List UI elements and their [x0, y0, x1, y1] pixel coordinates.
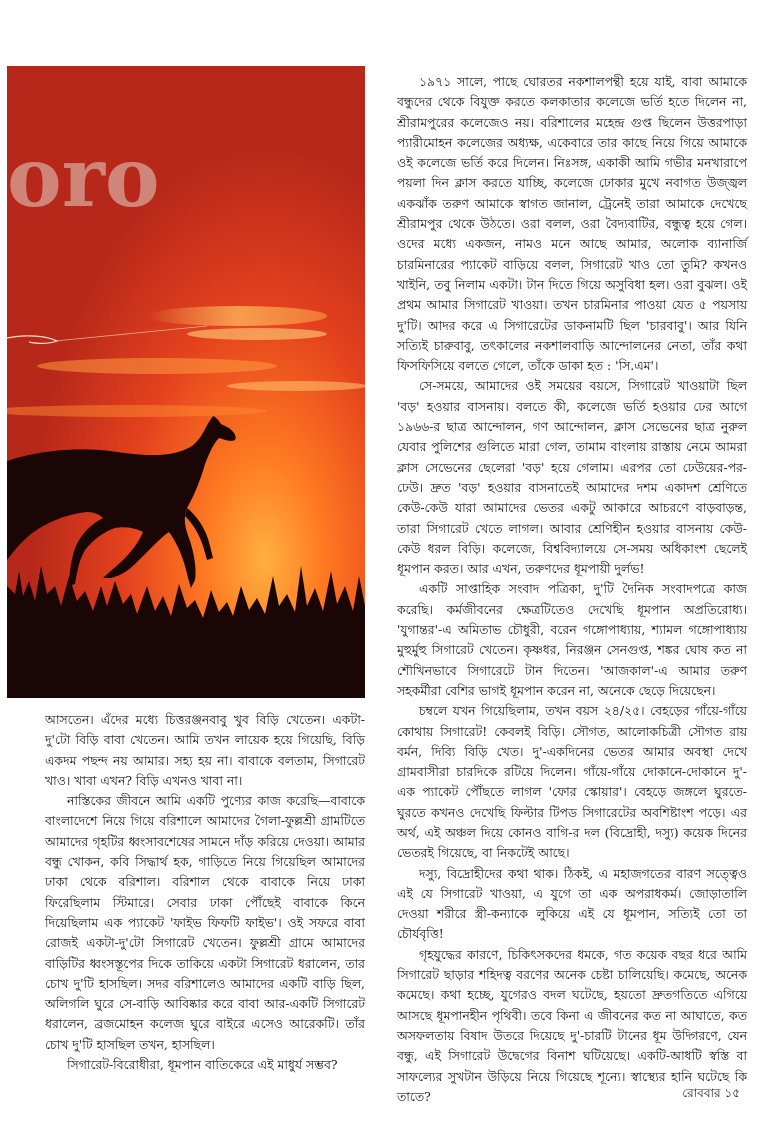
- paragraph: সে-সময়ে, আমাদের ওই সময়ের বয়সে, সিগারেট খাওয়াটা ছিল 'বড়' হওয়ার বাসনায়। বলতে কী, কলেজে ভর্তি হওয়ার ঢের আগে ১৯৬৬-র ছাত্র আন্দোলন, গণ আন্দোলন, ক্লাস সেভেনের ছাত্র নুরুল যেবার পুলিশের গুলিতে মারা গেল, তামাম বাংলায় রাস্তায় নেমে আমরা ক্লাস সেভেনের ছেলেরা 'বড়' হয়ে গেলাম। এরপর তো ঢেউয়ের-পর-ঢেউ। দ্রুত 'বড়' হওয়ার বাসনাতেই আমাদের দশম একাদশ শ্রেণিতে কেউ-কেউ যারা আমাদের ভেতর একটু আকারে আচরণে বাড়বাড়ন্ত, তারা সিগারেট খেতে লাগল। আবার শ্রেণিহীন হওয়ার বাসনায় কেউ-কেউ ধরল বিড়ি। কলেজে, বিশ্ববিদ্যালয়ে সে-সময় অধিকাংশ ছেলেই ধূমপান করত। আর এখন, তরুণদের ধূমপায়ী দুর্লভ!: [397, 378, 747, 577]
- article-column-right: [397, 72, 747, 1107]
- paragraph: গৃহযুদ্ধের কারণে, চিকিৎসকদের ধমকে, গত কয়েক বছর ধরে আমি সিগারেট ছাড়ার শহিদত্ব বরণের অনেক চেষ্টা চালিয়েছি। কমেছে, অনেক কমেছে। কথা হচ্ছে, যুগেরও বদল ঘটেছে, হয়তো দ্রুতগতিতে এগিয়ে আসছে ধূমপানহীন পৃথিবী। তবে কিনা এ জীবনের কত না আঘাতে, কত অসফলতায় বিষাদ উতরে দিয়েছে দু'-চারটি টানের ধূম উদ্গিরণে, যেন বন্ধু, এই সিগারেট উদ্বেগের বিনাশ ঘটিয়েছে। একটি-আধটি স্বস্তি বা সাফল্যের সুখটান উড়িয়ে নিয়ে গিয়েছে শূন্যে। স্বাস্থ্যের হানি ঘটেছে কি তাতে?: [397, 946, 747, 1104]
- paragraph: সিগারেট-বিরোধীরা, ধূমপান বাতিকেরে এই মাধুর্য সম্ভব?: [67, 1057, 338, 1073]
- paragraph: চম্বলে যখন গিয়েছিলাম, তখন বয়স ২৪/২৫। বেহড়ের গাঁয়ে-গাঁয়ে কোথায় সিগারেট! কেবলই বিড়ি। সৌগত, আলোকচিত্রী সৌগত রায় বর্মন, দিব্যি বিড়ি খেত। দু'-একদিনের ভেতর আমার অবস্থা দেখে গ্রামবাসীরা চারদিকে রটিয়ে দিলেন। গাঁয়ে-গাঁয়ে দোকানে-দোকানে দু'-এক প্যাকেট পৌঁছতে লাগল 'ফোর স্কোয়ার'। বেহড়ে জঙ্গলে ঘুরতে-ঘুরতে কখনও দেখেছি ফিল্টার টিপড সিগারেটের অবশিষ্টাংশ পড়ে। এর অর্থ, এই অঞ্চল দিয়ে কোনও বাগি-র দল (বিদ্রোহী, দস্যু) কয়েক দিনের ভেতরই গিয়েছে, বা নিকটেই আছে।: [397, 703, 747, 861]
- overlay-word: oro: [7, 130, 160, 226]
- paragraph: একটি সাপ্তাহিক সংবাদ পত্রিকা, দু'টি দৈনিক সংবাদপত্রে কাজ করেছি। কর্মজীবনের ক্ষেত্রটিতেও দেখেছি ধূমপান অপ্রতিরোধ্য। 'যুগান্তর'-এ অমিতাভ চৌধুরী, বরেন গঙ্গোপাধ্যায়, শ্যামল গঙ্গোপাধ্যায় মুহুর্মুহু সিগারেট খেতেন। কৃষ্ণধর, নিরঞ্জন সেনগুপ্ত, শঙ্কর ঘোষ কত না শৌখিনভাবে সিগারেটে টান দিতেন। 'আজকাল'-এ আমার তরুণ সহকর্মীরা বেশির ভাগই ধূমপান করেন না, অনেকে ছেড়ে দিয়েছেন।: [397, 581, 747, 698]
- paragraph: দস্যু, বিদ্রোহীদের কথা থাক। ঠিকই, এ মহাজগতের বারণ সত্ত্বেও এই যে সিগারেট খাওয়া, এ যুগে তা এক অপরাধকর্ম। জোড়াতালি দেওয়া শরীরে স্ত্রী-কন্যাকে লুকিয়ে এই যে ধূমপান, সত্যিই তো তা চৌর্যবৃত্তি!: [397, 865, 747, 942]
- paragraph: নাস্তিকের জীবনে আমি একটি পুণ্যের কাজ করেছি—বাবাকে বাংলাদেশে নিয়ে গিয়ে বরিশালে আমাদের গৈলা-ফুল্লশ্রী গ্রামটিতে আমাদের গৃহটির ধ্বংসাবশেষের সামনে দাঁড় করিয়ে দেওয়া। আমার বন্ধু খোকন, কবি সিদ্ধার্থ হক, গাড়িতে নিয়ে গিয়েছিল আমাদের ঢাকা থেকে বরিশাল। বরিশাল থেকে বাবাকে নিয়ে ঢাকা ফিরেছিলাম স্টিমারে। সেবার ঢাকা পৌঁছেই বাবাকে কিনে দিয়েছিলাম এক প্যাকেট 'ফাইভ ফিফটি ফাইভ'। ওই সফরে বাবা রোজই একটা-দু'টো সিগারেট খেতেন। ফুল্লশ্রী গ্রামে আমাদের বাড়িটির ধ্বংসস্তূপের দিকে তাকিয়ে একটা সিগারেট ধরালেন, তার চোখ দু'টি হাসছিল। সদর বরিশালেও আমাদের একটি বাড়ি ছিল, অলিগলি ঘুরে সে-বাড়ি আবিষ্কার করে বাবা আর-একটি সিগারেট ধরালেন, ব্রজমোহন কলেজ ঘুরে বাইরে এসেও আরেকটি। তাঁর চোখ দু'টি হাসছিল তখন, হাসছিল।: [45, 793, 365, 1052]
- article-column-left: [45, 710, 365, 1075]
- horse-sunset-photo: [7, 66, 365, 698]
- horse-silhouette-image: [7, 66, 365, 698]
- page-footer: রোববার ১৫: [682, 1086, 740, 1100]
- paragraph: ১৯৭১ সালে, পাছে ঘোরতর নকশালপন্থী হয়ে যাই, বাবা আমাকে বন্ধুদের থেকে বিযুক্ত করতে কলকাতার কলেজে ভর্তি হতে দিলেন না, শ্রীরামপুরের কলেজেও নয়। বরিশালের মহেন্দ্র গুপ্ত ছিলেন উত্তরপাড়া প্যারীমোহন কলেজের অধ্যক্ষ, একেবারে তার কাছে নিয়ে গিয়ে আমাকে ওই কলেজে ভর্তি করে দিলেন। নিঃসঙ্গ, একাকী আমি গভীর মনখারাপে পয়লা দিন ক্লাস করতে যাচ্ছি, কলেজে ঢোকার মুখে নবাগত উজ্জ্বল একঝাঁক তরুণ আমাকে স্বাগত জানাল, ট্রেনেই তারা আমাকে দেখেছে শ্রীরামপুর থেকে উঠতে। ওরা বলল, ওরা বৈদ্যবাটির, বন্ধুত্ব হয়ে গেল। ওদের মধ্যে একজন, নামও মনে আছে আমার, অলোক ব্যানার্জি চারমিনারের প্যাকেট বাড়িয়ে বলল, সিগারেট খাও তো তুমি? কখনও খাইনি, তবু নিলাম একটা। টান দিতে গিয়ে অসুবিধা হল। ওরা বুঝল। ওই প্রথম আমার সিগারেট খাওয়া। তখন চারমিনার পাওয়া যেত ৫ পয়সায় দু'টি। আদর করে এ সিগারেটের ডাকনামটি ছিল 'চারবাবু'। আর যিনি সত্যিই চারুবাবু, তৎকালের নকশালবাড়ি আন্দোলনের নেতা, তাঁর কথা ফিসফিসিয়ে বলতে গেলে, তাঁকে ডাকা হত : 'সি.এম'।: [397, 74, 747, 374]
- paragraph: আসতেন। এঁদের মধ্যে চিত্তরঞ্জনবাবু খুব বিড়ি খেতেন। একটা-দু'টো বিড়ি বাবা খেতেন। আমি তখন লায়েক হয়ে গিয়েছি, বিড়ি একদম পছন্দ নয় আমার। সহ্য হয় না। বাবাকে বলতাম, সিগারেট খাও। খাবা এখন? বিড়ি এখনও খাবা না।: [45, 712, 365, 788]
